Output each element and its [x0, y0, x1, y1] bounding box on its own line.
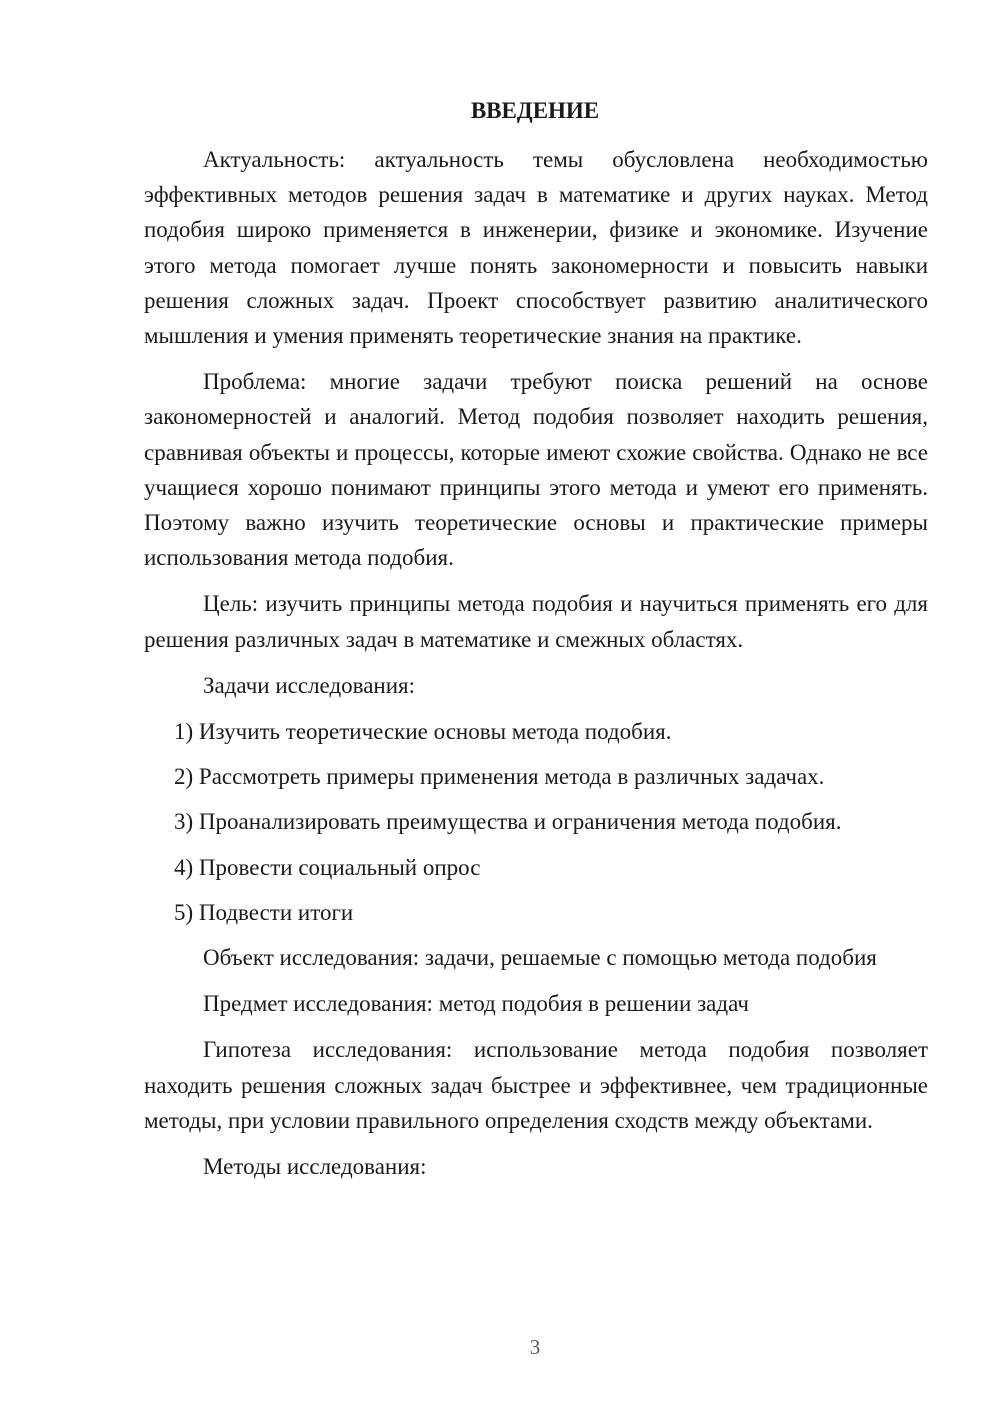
list-item: 2) Рассмотреть примеры применения метода в различных задачах.	[174, 764, 825, 790]
page-number: 3	[529, 1335, 541, 1359]
paragraph-hypothesis: Гипотеза исследования: использование метода подобия позволяет находить решения сложных задач быстрее и эффективнее, чем традиционные методы, при условии правильного определения сходств между объектами.	[144, 1037, 928, 1133]
list-item: 5) Подвести итоги	[174, 899, 354, 925]
list-item: 3) Проанализировать преимущества и ограничения метода подобия.	[174, 809, 842, 835]
document-body	[144, 142, 928, 1195]
paragraph-object: Объект исследования: задачи, решаемые с помощью метода подобия	[203, 945, 877, 971]
methods-heading: Методы исследования:	[203, 1154, 427, 1180]
page-title: ВВЕДЕНИЕ	[470, 98, 600, 123]
tasks-heading: Задачи исследования:	[203, 672, 416, 698]
paragraph-relevance: Актуальность: актуальность темы обусловлена необходимостью эффективных методов решения задач в математике и других науках. Метод подобия широко применяется в инженерии, физике и экономике. Изучение этого метода помогает лучше понять закономерности и повысить навыки решения сложных задач. Проект способствует развитию аналитического мышления и умения применять теоретические знания на практике.	[144, 147, 928, 349]
tasks-list	[144, 714, 928, 930]
list-item: 4) Провести социальный опрос	[174, 854, 481, 880]
paragraph-goal: Цель: изучить принципы метода подобия и научиться применять его для решения различных задач в математике и смежных областях.	[144, 591, 928, 652]
paragraph-problem: Проблема: многие задачи требуют поиска решений на основе закономерностей и аналогий. Метод подобия позволяет находить решения, сравнивая объекты и процессы, которые имеют схожие свойства. Однако не все учащиеся хорошо понимают принципы этого метода и умеют его применять. Поэтому важно изучить теоретические основы и практические примеры использования метода подобия.	[144, 369, 928, 571]
list-item: 1) Изучить теоретические основы метода подобия.	[174, 719, 672, 745]
paragraph-subject: Предмет исследования: метод подобия в решении задач	[203, 991, 749, 1017]
